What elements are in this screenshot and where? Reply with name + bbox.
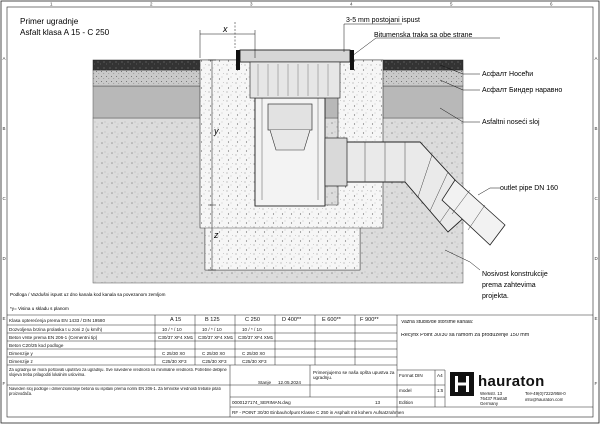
callout-structure-2: prema zahtevima [482, 282, 536, 289]
callout-outlet: outlet pipe DN 160 [500, 185, 558, 192]
grid-row-d-right: D [594, 256, 598, 261]
table-header-f900: F 900** [360, 317, 379, 323]
meta-format-label: Format DIN [399, 373, 423, 378]
table-row-3-label: Beton C20/25 kod podloge [9, 343, 64, 348]
grid-col-3: 3 [250, 1, 253, 7]
meta-caption: RF - POINT 30/30 Einbauhofpunt Klasse C 250 in Asphalt mit kohem Aufsatzrahmen [232, 410, 405, 415]
table-header-label: Klasa opterećenja prema EN 1433 / DIN 19580 [9, 318, 106, 323]
meta-code: 0000127174_SERIMAN.dwg [232, 400, 291, 405]
table-row-4-label: Dimenzije y [9, 351, 33, 356]
grid-row-e-right: E [594, 316, 598, 321]
callout-base: Asfaltni noseći sloj [482, 119, 540, 126]
concrete-foundation [205, 228, 360, 270]
table-header-d400: D 400** [282, 317, 302, 323]
table-row-5-a: C25/30 XF3 [162, 359, 187, 364]
grid-row-a-right: A [594, 56, 598, 61]
table-row-4-b: C 25/30 X0 [202, 351, 225, 356]
table-row-1-c: 10 / * / 10 [242, 327, 262, 332]
table-header-a15: A 15 [170, 317, 182, 323]
grate-frame [240, 50, 350, 62]
grid-col-2: 2 [150, 1, 153, 7]
brand-email: info@hauraton.com [525, 398, 564, 402]
title-line1: Primer ugradnje [20, 17, 79, 26]
table-row-2-c: C30/37 XF4 XM1 [238, 335, 274, 340]
table-row-5-b: C25/30 XF3 [202, 359, 227, 364]
bitumen-strip-right [350, 50, 354, 70]
info-product: Recyfix Point 30/30 sa ramom za produženje 150 mm [401, 333, 530, 338]
grid-row-b-right: B [594, 126, 598, 131]
table-header-b125: B 125 [205, 317, 220, 323]
table-row-4-c: C 25/30 X0 [242, 351, 265, 356]
info-date: 12.05.2024 [278, 380, 301, 385]
table-row-4-a: C 25/30 X0 [162, 351, 185, 356]
callout-bitumen: Bitumenska traka sa obe strane [374, 32, 473, 39]
note-line1: Podloga / Vazdušni ispust uz dno kanala kod kanala sa povezanom zemljom [10, 292, 166, 297]
brand-name: hauraton [478, 374, 545, 390]
table-row-5-c: C25/30 XF3 [242, 359, 267, 364]
grid-col-5: 5 [450, 1, 453, 7]
callout-binder: Асфалт Биндер наравно [482, 87, 563, 94]
title-line2: Asfalt klasa A 15 - C 250 [20, 28, 110, 37]
table-header-e600: E 600** [322, 317, 341, 323]
bitumen-strip-left [236, 50, 240, 70]
brand-address: Werkstr. 13 76437 Rastatt Germany [480, 392, 508, 406]
table-header-c250: C 250 [245, 317, 260, 323]
grid-row-f-right: F [594, 381, 598, 386]
dim-y: y [214, 126, 219, 136]
grid-row-c: C [2, 196, 6, 201]
meta-model-value: 1:5 [437, 388, 444, 393]
grid-row-f: F [2, 381, 6, 386]
meta-edition-label: Edition [399, 400, 414, 405]
grid-row-c-right: C [594, 196, 598, 201]
callout-structure-1: Nosivost konstrukcije [482, 271, 548, 278]
grid-row-e: E [2, 316, 6, 321]
table-row-2-label: Beton vrste prema EN 206-1 (Cementni tip) [9, 335, 98, 340]
callout-structure-3: projekta. [482, 293, 509, 300]
sediment-bucket [268, 104, 312, 130]
note-line2: *y= Visina u skladu s planom [10, 306, 69, 311]
extension-frame [250, 62, 340, 98]
meta-sheet: 13 [375, 400, 381, 405]
table-row-5-label: Dimenzije z [9, 359, 33, 364]
table-footnote: Za ugradnju se mora poštovati uputstvo za ugradnju. Sve navedene vrednosti su minimalne vrednosti. Potrebne debljine slojeva treba prilagoditi lokalnim uslovima. [9, 368, 227, 377]
table-row-1-label: Dozvoljena brzina prolaska t u zoni 2 (u km/h) [9, 327, 103, 332]
grid-col-4: 4 [350, 1, 353, 7]
table-row-1-b: 10 / * / 10 [202, 327, 222, 332]
grid-row-a: A [2, 56, 6, 61]
table-row-1-a: 10 / * / 10 [162, 327, 182, 332]
meta-model-label: model [399, 388, 412, 393]
pipe-socket [325, 138, 347, 186]
callout-gap: 3-5 mm postojani ispust [346, 17, 420, 24]
table-footnote-2: Naveden sloj podloge i dimenzioniranje betona su ispitani prema normi EN 206-1. Za tehničke vrednosti trebate pitati proizvođača. [9, 387, 221, 396]
grid-row-b: B [2, 126, 6, 131]
grid-col-1: 1 [50, 1, 53, 7]
info-remark: Primenjujemo se naša opšta upustva za ugradnju. [313, 370, 395, 381]
info-heading: Važna studio/de storsme kanala: [401, 320, 474, 325]
dim-z: z [214, 230, 219, 240]
table-row-2-b: C30/37 XF4 XM1 [198, 335, 234, 340]
callout-wearing: Асфалт Носећи [482, 71, 534, 78]
dim-x: x [223, 24, 228, 34]
meta-format-value: A4 [437, 373, 443, 378]
brand-phone: Tel+49(0)7222/958-0 [525, 392, 566, 396]
grid-col-6: 6 [550, 1, 553, 7]
info-status-label: Stanje [258, 380, 272, 385]
table-row-2-a: C30/37 XF4 XM1 [158, 335, 194, 340]
grid-row-d: D [2, 256, 6, 261]
